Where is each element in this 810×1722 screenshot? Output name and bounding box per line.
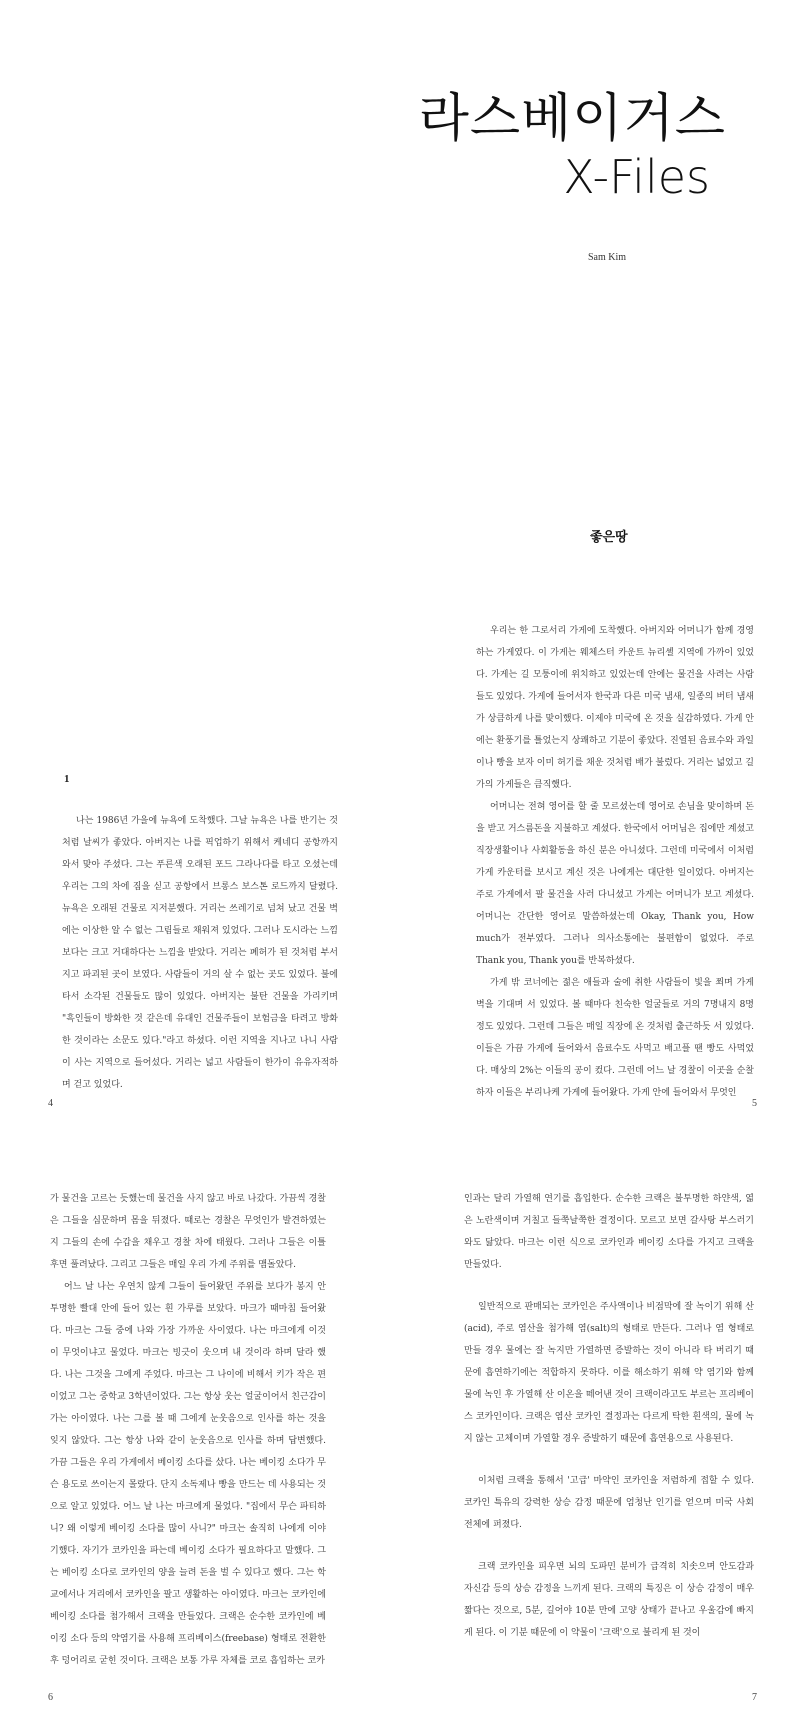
page6-paragraph-2: 어느 날 나는 우연치 않게 그들이 들어왔던 주위를 보다가 봉지 안 투명한 빨대 안에 들어 있는 흰 가루를 보았다. 마크가 때마침 들어왔다. 마크는 그들 중에 나와 가장 가까운 사이였다. 나는 마크에게 이것이 무엇이냐고 물었다. 마크는 빙긋이 웃으며 내 것이라 하며 달라 했다. 나는 그것을 그에게 주었다. 마크는 그 나이에 비해서 키가 작은 편이었고 그는 중학교 3학년이었다. 그는 항상 웃는 얼굴이어서 친근감이 가는 아이였다. 나는 그를 볼 때 그에게 눈웃음으로 인사를 하는 것을 잊지 않았다. 그는 항상 나와 같이 눈웃음으로 인사를 하며 답변했다. 가끔 그들은 우리 가게에서 베이킹 소다를 샀다. 나는 베이킹 소다가 무슨 용도로 쓰이는지 몰랐다. 단지 소독제나 빵을 만드는 데 사용되는 것으로 알고 있었다. 어느 날 나는 마크에게 물었다. "집에서 무슨 파티하니? 왜 이렇게 베이킹 소다를 많이 사니?" 마크는 솔직히 나에게 이야기했다. 자기가 코카인을 파는데 베이킹 소다가 필요하다고 말했다. 그는 베이킹 소다로 코카인의 양을 늘려 돈을 벌 수 있다고 했다. 그는 학교에서나 거리에서 코카인을 팔고 생활하는 아이였다. 마크는 코카인에 베이킹 소다를 첨가해서 크랙을 만들었다. 크랙은 순수한 코카인에 베이킹 소다 등의 약염기를 사용해 프리베이스(freebase) 형태로 전환한 후 덩어리로 굳힌 것이다. 크랙은 보통 가루 자체를 코로 흡입하는 코카: [50, 1282, 326, 1666]
page5-paragraph-2: 어머니는 전혀 영어를 할 줄 모르셨는데 영어로 손님을 맞이하며 돈을 받고 거스름돈을 지불하고 계셨다. 한국에서 어머님은 집에만 계셨고 직장생활이나 사회활동을 하신 분은 아니셨다. 그런데 미국에서 이처럼 가게 카운터를 보시고 계신 것은 나에게는 대단한 일이었다. 아버지는 주로 가게에서 팔 물건을 사러 다니셨고 가게는 어머니가 보고 계셨다. 어머니는 간단한 영어로 말씀하셨는데 Okay, Thank you, How much가 전부였다. 그러나 의사소통에는 불편함이 없었다. 주로 Thank you, Thank you를 반복하셨다.: [476, 802, 754, 966]
page7-paragraph-3: 이처럼 크랙을 통해서 '고급' 마약인 코카인을 저렴하게 접할 수 있다. 코카인 특유의 강력한 상승 감정 때문에 엄청난 인기를 얻으며 미국 사회 전체에 퍼졌다.: [464, 1476, 754, 1530]
page7-paragraph-2: 일반적으로 판매되는 코카인은 주사액이나 비점막에 잘 녹이기 위해 산(acid), 주로 염산을 첨가해 염(salt)의 형태로 만든다. 그러나 염 형태로 만들 경우 물에는 잘 녹지만 가열하면 증발하는 것이 아니라 타 버리기 때문에 흡연하기에는 적합하지 못하다. 이를 해소하기 위해 약 염기와 함께 물에 녹인 후 가열해 산 이온을 떼어낸 것이 크랙이라고도 부르는 프리베이스 코카인이다. 크랙은 염산 코카인 결정과는 다르게 탁한 흰색의, 물에 녹지 않는 고체이며 가열할 경우 증발하기 때문에 흡연용으로 사용된다.: [464, 1302, 754, 1444]
page-number-5: 5: [752, 1098, 757, 1109]
book-title: 라스베이거스: [418, 89, 726, 149]
page5-paragraph-1: 우리는 한 그로서리 가게에 도착했다. 아버지와 어머니가 함께 경영하는 가게였다. 이 가게는 웨체스터 카운트 뉴리셸 지역에 가까이 있었다. 가게는 길 모퉁이에 위치하고 있었는데 안에는 물건을 사려는 사람들도 있었다. 가게에 들어서자 한국과 다른 미국 냄새, 일종의 버터 냄새가 상큼하게 나를 맞이했다. 이제야 미국에 온 것을 실감하였다. 가게 안에는 환풍기를 틀었는지 상쾌하고 기분이 좋았다. 진열된 음료수와 과일이나 빵을 보자 이미 허기를 채운 것처럼 배가 불렀다. 거리는 넓었고 길가의 가게들은 큼직했다.: [476, 626, 754, 790]
book-subtitle: X-Files: [563, 150, 710, 204]
author-name: Sam Kim: [588, 252, 627, 263]
page7-paragraph-4: 크랙 코카인을 피우면 뇌의 도파민 분비가 급격히 치솟으며 안도감과 자신감 등의 상승 감정을 느끼게 된다. 크랙의 특징은 이 상승 감정이 매우 짧다는 것으로, 5분, 길어야 10분 만에 고양 상태가 끝나고 우울감에 빠지게 된다. 이 기분 때문에 이 약물이 '크랙'으로 불리게 된 것이: [464, 1562, 754, 1638]
page-number-4: 4: [48, 1098, 53, 1109]
page5-body: [476, 620, 754, 1104]
page-number-7: 7: [752, 1692, 757, 1703]
page6-paragraph-1: 가 물건을 고르는 듯했는데 물건을 사지 않고 바로 나갔다. 가끔씩 경찰은 그들을 심문하며 몸을 뒤졌다. 때로는 경찰은 무엇인가 발견하였는지 그들의 손에 수갑을 채우고 경찰 차에 태웠다. 그러나 그들은 이틀 후면 풀려났다. 그리고 그들은 매일 우리 가게 주위를 맴돌았다.: [50, 1194, 326, 1270]
page4-paragraph: 나는 1986년 가을에 뉴욕에 도착했다. 그날 뉴욕은 나를 반기는 것처럼 날씨가 좋았다. 아버지는 나를 픽업하기 위해서 케네디 공항까지 와서 맞아 주셨다. 그는 푸른색 오래된 포드 그라나다를 타고 오셨는데 우리는 그의 차에 짐을 싣고 공항에서 브롱스 보스톤 로드까지 달렸다. 뉴욕은 오래된 건물로 지저분했다. 거리는 쓰레기로 넘쳐 났고 건물 벽에는 이상한 알 수 없는 그림들로 채워져 있었다. 그러나 도시라는 느낌보다는 크고 거대하다는 느낌을 받았다. 거리는 폐허가 된 것처럼 부서지고 파괴된 곳이 보였다. 사람들이 거의 살 수 없는 곳도 있었다. 불에 타서 소각된 건물들도 많이 있었다. 아버지는 불탄 건물을 가리키며 "흑인들이 방화한 것 같은데 유대인 건물주들이 보험금을 타려고 방화한 것이라는 소문도 있다."라고 하셨다. 이런 지역을 지나고 나니 사람이 사는 지역으로 들어섰다. 거리는 넓고 사람들이 한가이 유유자적하며 걷고 있었다.: [62, 816, 338, 1090]
publisher-logo: 좋은땅: [590, 530, 628, 545]
page7-body: [464, 1188, 754, 1644]
page6-body: [50, 1188, 326, 1672]
page-number-6: 6: [48, 1692, 53, 1703]
chapter-number: 1: [64, 773, 70, 785]
page5-paragraph-3: 가게 밖 코너에는 젊은 애들과 술에 취한 사람들이 빛을 쬐며 가게 벽을 기대며 서 있었다. 볼 때마다 친숙한 얼굴들로 거의 7명내지 8명 정도 있었다. 그런데 그들은 매일 직장에 온 것처럼 출근하듯 서 있었다. 이들은 가끔 가게에 들어와서 음료수도 사먹고 배고플 땐 빵도 사먹었다. 매상의 2%는 이들의 공이 컸다. 그런데 어느 날 경찰이 이곳을 순찰하자 이들은 부리나케 가게에 들어왔다. 가게 안에 들어와서 무엇인: [476, 978, 754, 1098]
page7-paragraph-1: 인과는 달리 가열해 연기를 흡입한다. 순수한 크랙은 불투명한 하얀색, 엷은 노란색이며 거칠고 들쭉날쭉한 결정이다. 모르고 보면 갈사탕 부스러기와도 닮았다. 마크는 이런 식으로 코카인과 베이킹 소다를 가지고 크랙을 만들었다.: [464, 1194, 754, 1270]
